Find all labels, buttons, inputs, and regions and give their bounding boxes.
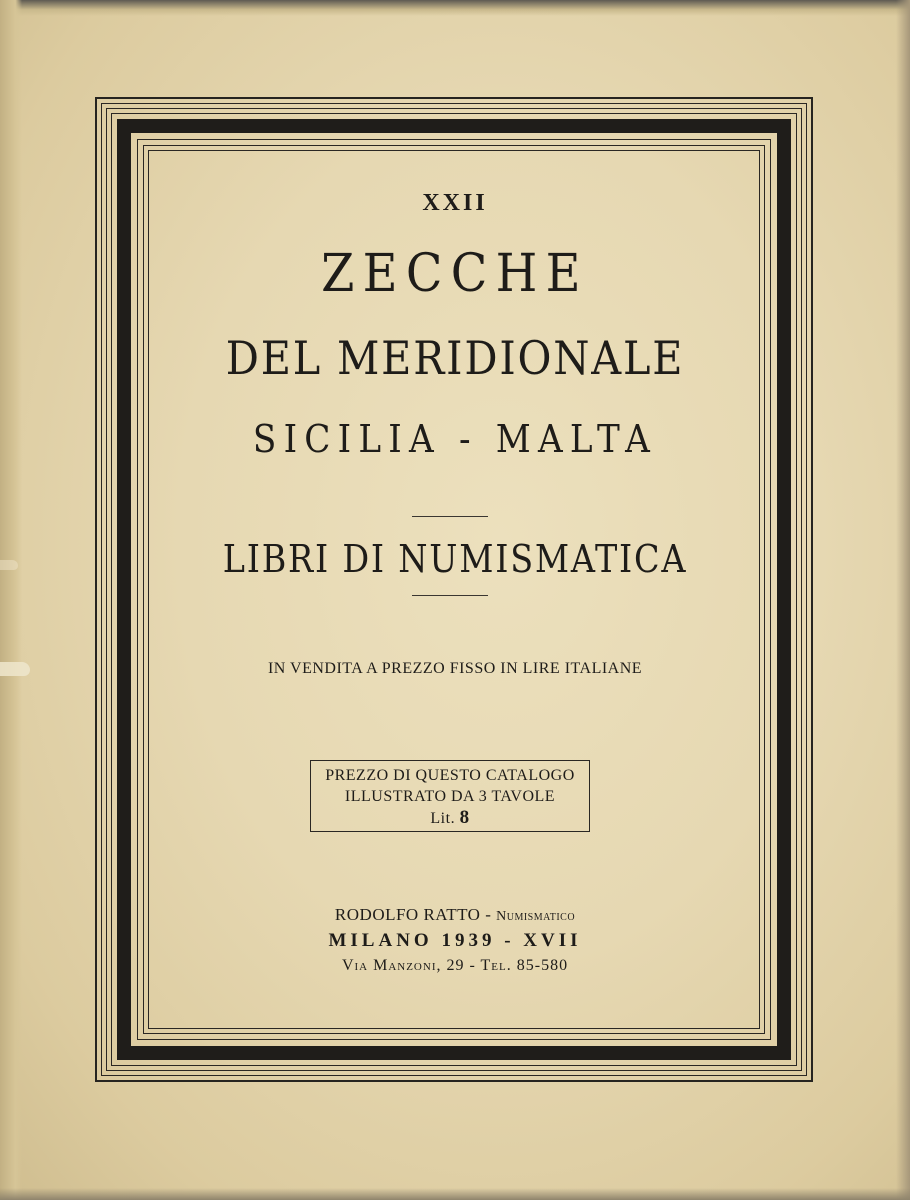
series-number: XXII — [422, 190, 488, 216]
page-bottom-edge — [0, 1188, 910, 1200]
publisher-line — [160, 905, 750, 925]
publisher-address: Via Manzoni, 29 - Tel. 85-580 — [341, 957, 569, 974]
title-line-zecche: ZECCHE — [321, 244, 589, 304]
divider-rule — [412, 595, 488, 596]
price-box-line: ILLUSTRATO DA 3 TAVOLE — [344, 788, 556, 805]
publisher-role: Numismatico — [496, 909, 576, 924]
divider-rule — [412, 516, 488, 517]
page-left-edge — [0, 0, 22, 1200]
title-line-sicilia-malta: SICILIA - MALTA — [252, 417, 658, 461]
page-top-edge — [0, 0, 910, 16]
paper-tear — [0, 560, 18, 570]
publisher-separator: - — [480, 905, 497, 924]
city-year: MILANO 1939 - XVII — [328, 930, 582, 951]
paper-tear — [0, 662, 30, 676]
publisher-name: RODOLFO RATTO — [334, 905, 481, 924]
sale-subtitle: IN VENDITA A PREZZO FISSO IN LIRE ITALIANE — [267, 660, 643, 677]
price-box — [310, 760, 590, 832]
price-line — [311, 807, 589, 829]
title-line-meridionale: DEL MERIDIONALE — [225, 331, 685, 385]
price-label: Lit. — [430, 810, 456, 827]
price-value: 8 — [459, 807, 470, 828]
title-line-libri: LIBRI DI NUMISMATICA — [222, 537, 688, 581]
price-box-line: PREZZO DI QUESTO CATALOGO — [325, 767, 575, 784]
page-right-edge — [896, 0, 910, 1200]
